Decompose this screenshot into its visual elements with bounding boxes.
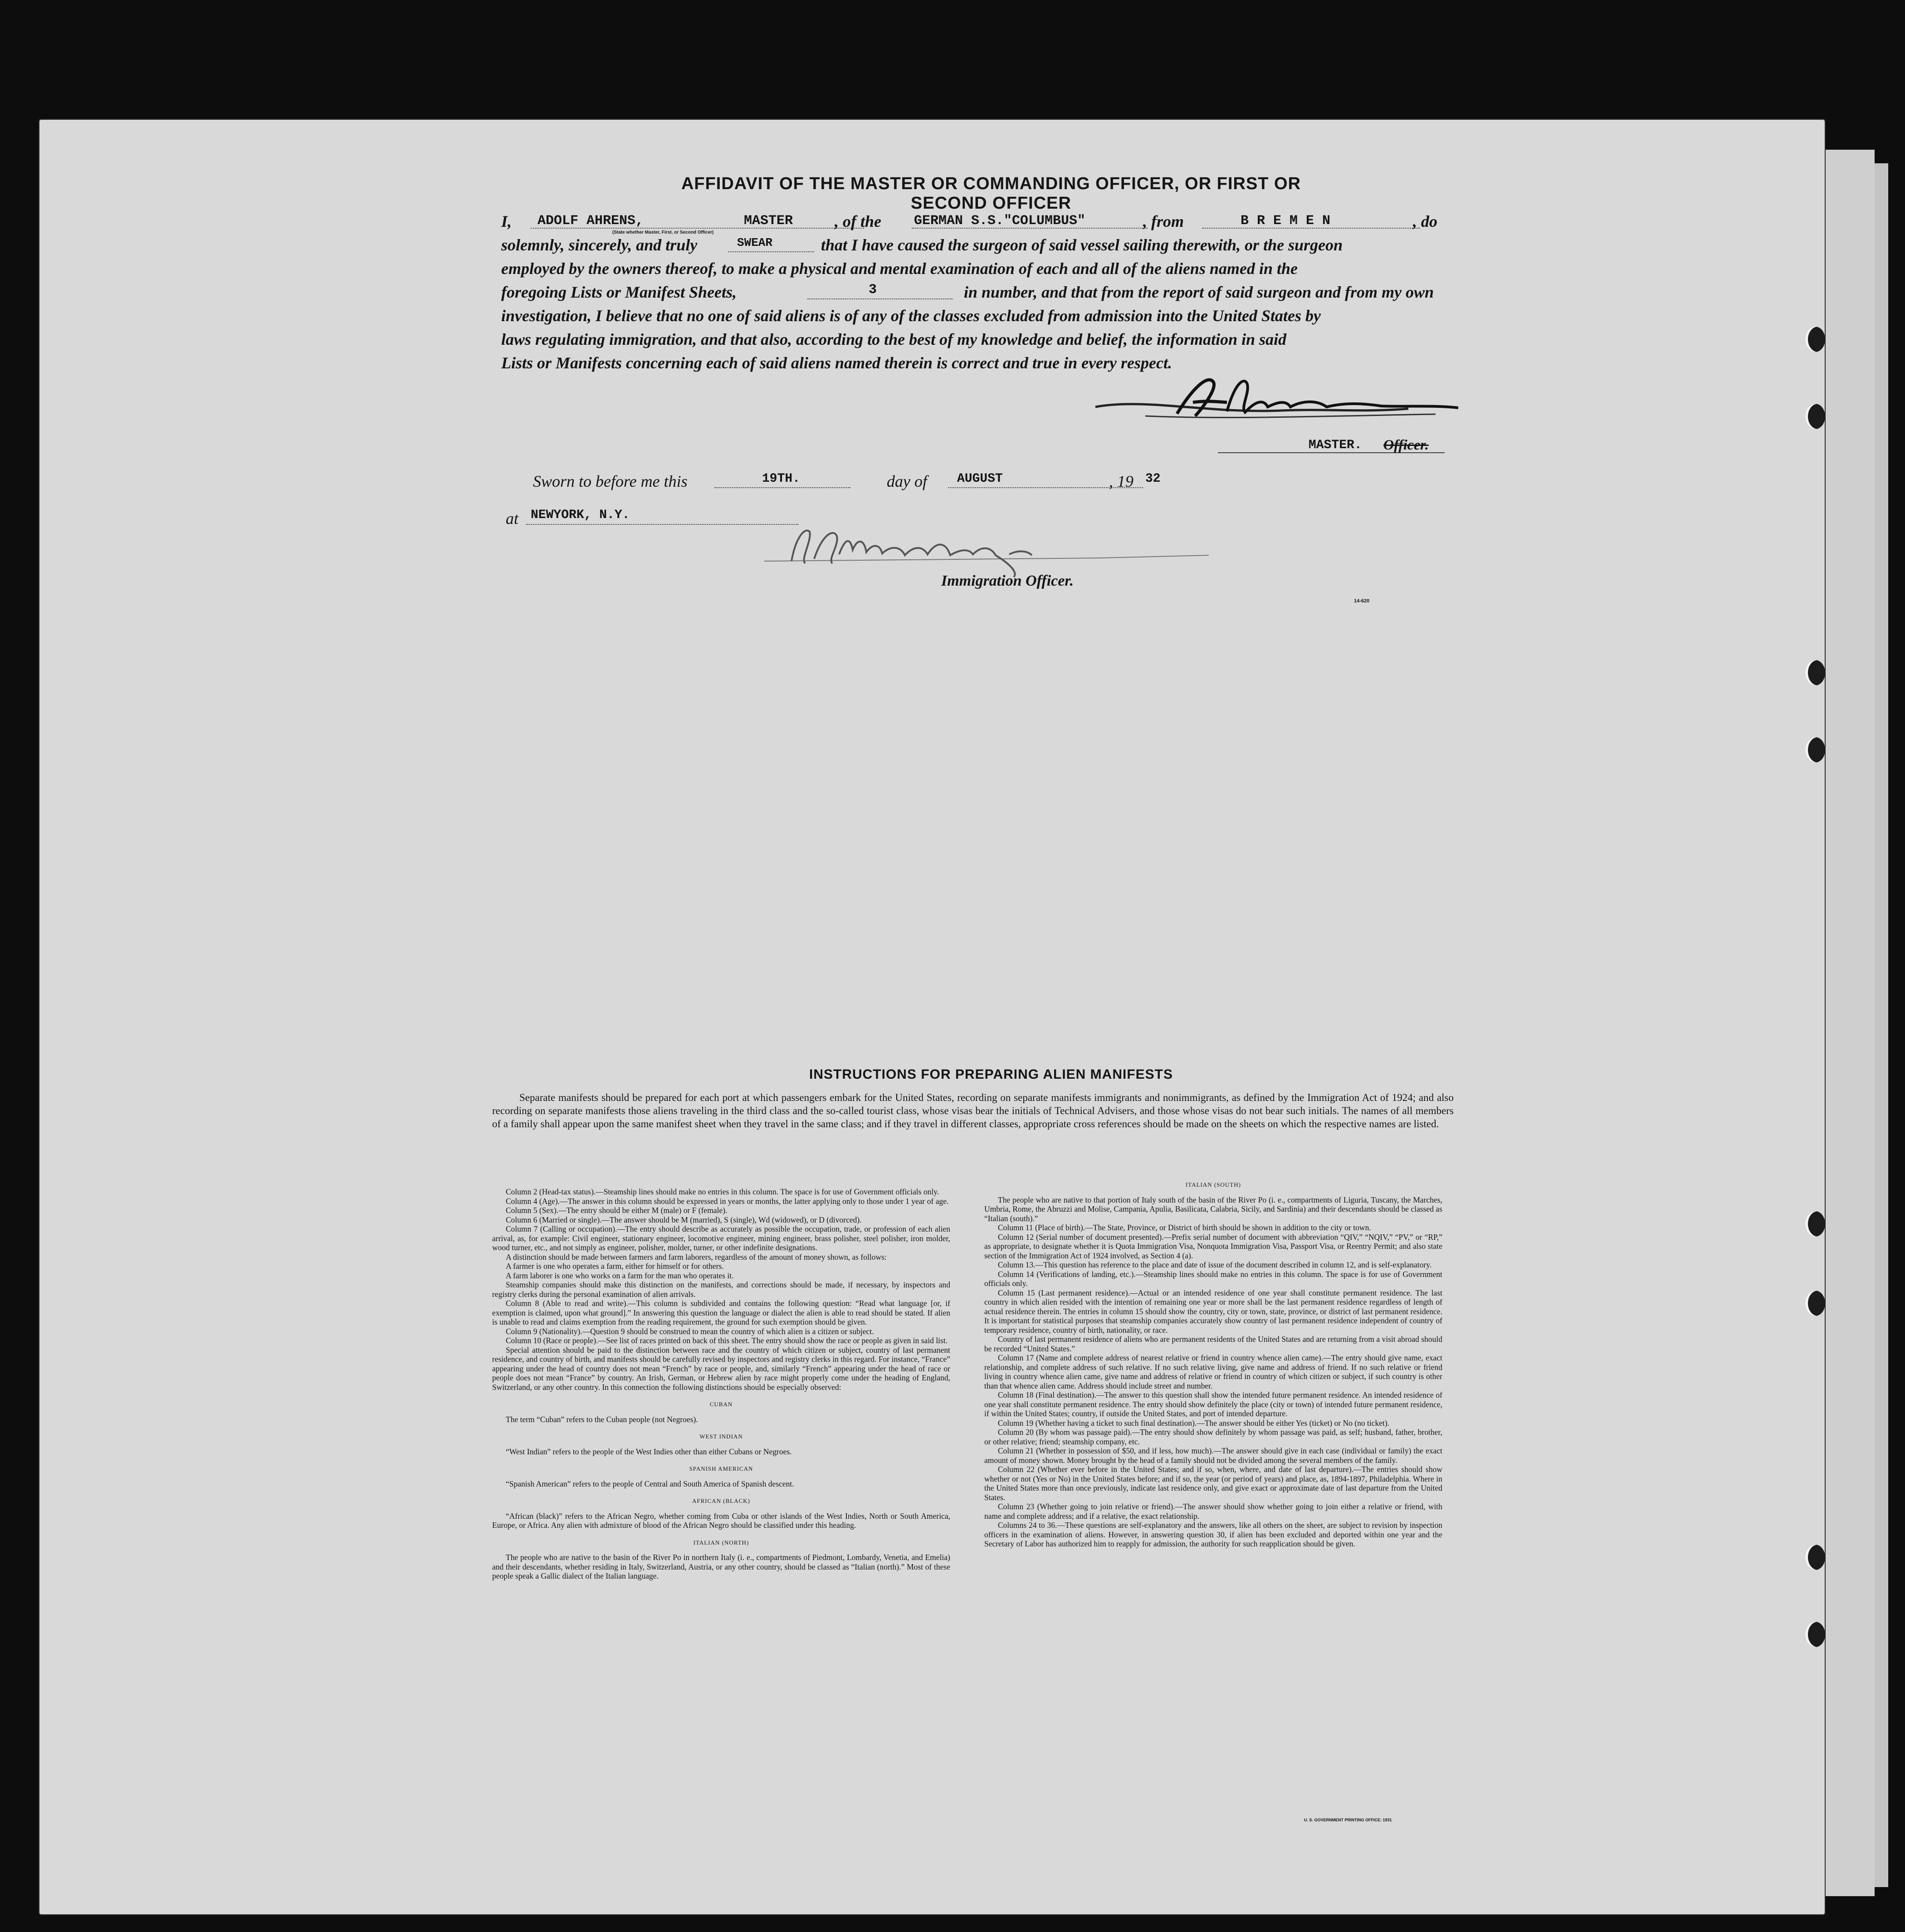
instruction-paragraph: Country of last permanent residence of aliens who are permanent residents of the United States and are returning from a visit abroad should be recorded “United States.”: [984, 1335, 1442, 1353]
sworn-month: AUGUST: [957, 472, 1003, 486]
instruction-paragraph: Column 7 (Calling or occupation).—The entry should describe as accurately as possible the occupation, trade, or profession of each alien arrival, as, for example: Civil engineer, stationary engineer, locomotive engineer, mining engineer, brass polisher, steel polisher, iron molder, wood turner, etc., and not simply as engineer, polisher, molder, turner, or other indefinite designations.: [492, 1224, 950, 1252]
instruction-paragraph: A farm laborer is one who works on a farm for the man who operates it.: [506, 1271, 734, 1280]
affidavit-line-2-post: that I have caused the surgeon of said vessel sailing therewith, or the surgeon: [821, 236, 1343, 254]
manifest-page: [39, 119, 1826, 1915]
binder-hole-icon: [1805, 737, 1825, 763]
sheet-count: 3: [869, 282, 877, 298]
year-prefix: , 19: [1109, 472, 1133, 490]
binder-hole-icon: [1805, 1211, 1825, 1237]
instruction-paragraph: Column 9 (Nationality).—Question 9 should be construed to mean the country of which alien is a citizen or subject.: [506, 1326, 874, 1336]
binder-hole-icon: [1805, 1545, 1825, 1570]
signature-title-struck: Officer.: [1383, 436, 1429, 453]
instruction-paragraph: “West Indian” refers to the people of the West Indies other than either Cubans or Negroes.: [506, 1447, 792, 1456]
affidavit-line-7: Lists or Manifests concerning each of said aliens named therein is correct and true in every respect.: [501, 354, 1172, 372]
section-heading-italian-north: ITALIAN (NORTH): [693, 1539, 749, 1546]
instruction-paragraph: Column 18 (Final destination).—The answer to this question shall show the intended future permanent residence. An intended residence of one year shall constitute permanent residence. The entry should show definitely the place (city or town) of intended future permanent residence, if within the United States; country, if outside the United States, and port of intended departure.: [984, 1390, 1442, 1418]
embark-port: B R E M E N: [1241, 213, 1331, 229]
of-the-label: , of the: [835, 212, 881, 230]
binder-hole-icon: [1805, 660, 1825, 685]
instructions-left-column: [492, 1187, 950, 1581]
instruction-paragraph: Column 22 (Whether ever before in the United States; and if so, when, where, and date of last departure).—The entries should show whether or not (Yes or No) in the United States before; and if so, the year (or period of years) and place, as, 1894-1897, Philadelphia. Where in the United States more than once previously, indicate last residence only, and give exact or approximate date of last departure from the United States.: [984, 1465, 1442, 1502]
affidavit-line-6: laws regulating immigration, and that also, according to the best of my knowledge and belief, the information in said: [501, 330, 1287, 348]
master-name: ADOLF AHRENS,: [537, 213, 644, 229]
sworn-year: 32: [1145, 472, 1161, 486]
affidavit-line-2-pre: solemnly, sincerely, and truly: [501, 236, 698, 254]
printer-imprint: U. S. GOVERNMENT PRINTING OFFICE: 1931: [1304, 1818, 1392, 1822]
rank-note: (State whether Master, First, or Second Officer): [612, 230, 714, 235]
instruction-paragraph: The people who are native to the basin of the River Po in northern Italy (i. e., compartments of Piedmont, Lombardy, Venetia, and Emelia) and their descendants, whether residing in Italy, Switzerland, Austria, or any other country, should be classed as “Italian (north).” Most of these people speak a Gallic dialect of the Italian language.: [492, 1553, 950, 1580]
binder-hole-icon: [1805, 327, 1825, 352]
affidavit-title: AFFIDAVIT OF THE MASTER OR COMMANDING OFFICER, OR FIRST OR SECOND OFFICER: [681, 174, 1301, 213]
instruction-paragraph: Column 11 (Place of birth).—The State, Province, or District of birth should be shown in addition to the city or town.: [998, 1223, 1371, 1232]
affidavit-line-3: employed by the owners thereof, to make a physical and mental examination of each and all of the aliens named in the: [501, 259, 1298, 278]
instruction-paragraph: Column 5 (Sex).—The entry should be either M (male) or F (female).: [506, 1206, 728, 1215]
instruction-paragraph: Column 23 (Whether going to join relative or friend).—The answer should show whether going to join either a relative or friend, with name and complete address; and if a relative, the exact relationship.: [984, 1502, 1442, 1521]
immigration-officer-signature: [755, 518, 1254, 582]
instruction-paragraph: Columns 24 to 36.—These questions are self-explanatory and the answers, like all others on the sheet, are subject to revision by inspection officers in the examination of aliens. However, in answering question 30, if alien has been excluded and deported within one year and the Secretary of Labor has authorized him to reapply for admission, the authority for such reapplication should be given.: [984, 1521, 1442, 1548]
affidavit-i: I,: [501, 212, 512, 230]
instruction-paragraph: Column 8 (Able to read and write).—This column is subdivided and contains the following question: “Read what language [or, if exemption is claimed, upon what ground].” In answering this question the language or dialect the alien is able to read should be stated. If alien is unable to read and claims exemption from the reading requirement, the ground for such exemption should be given.: [492, 1299, 950, 1326]
officer-rank: MASTER: [744, 213, 793, 229]
instructions-right-column: [984, 1180, 1442, 1549]
instruction-paragraph: A farmer is one who operates a farm, either for himself or for others.: [506, 1262, 724, 1271]
vessel-name: GERMAN S.S."COLUMBUS": [914, 213, 1086, 229]
do-label: , do: [1413, 212, 1437, 230]
instruction-paragraph: Column 17 (Name and complete address of nearest relative or friend in country whence alien came).—The entry should give name, exact relationship, and complete address of such relative. If no such relative living, give name and address of friend. If no such relative or friend living in country whence alien came, give name and address of relative or friend in country of which citizen or subject, if such country is other than that whence alien came. Address should include street and number.: [984, 1353, 1442, 1390]
instruction-paragraph: Steamship companies should make this distinction on the manifests, and corrections should be made, if necessary, by inspectors and registry clerks during the personal examination of alien arrivals.: [492, 1280, 950, 1299]
section-heading-italian-south: ITALIAN (SOUTH): [1186, 1181, 1241, 1188]
day-of-label: day of: [887, 472, 927, 490]
binder-hole-icon: [1805, 404, 1825, 429]
master-signature: [1091, 371, 1467, 425]
instruction-paragraph: Column 14 (Verifications of landing, etc.).—Steamship lines should make no entries in this column. The space is for use of Government officials only.: [984, 1269, 1442, 1288]
sworn-place: NEWYORK, N.Y.: [531, 508, 630, 522]
instruction-paragraph: Column 12 (Serial number of document presented).—Prefix serial number of document with abbreviation “QIV,” “NQIV,” “PV,” or “RP,” as appropriate, to designate whether it is Quota Immigration Visa, Nonquota Immigration Visa, Passport Visa, or Reentry Permit; and also state section of the Immigration Act of 1924 involved, as Section 4 (a).: [984, 1232, 1442, 1260]
sworn-label: Sworn to before me this: [533, 472, 688, 490]
day-underline: [714, 487, 850, 488]
instruction-paragraph: Column 15 (Last permanent residence).—Actual or an intended residence of one year shall constitute permanent residence. The last country in which alien resided with the intention of remaining one year or more shall be the last permanent residence regardless of length of actual residence therein. The entries in column 15 should show the country, city or town, state, province, or district of last permanent residence. It is important for statistical purposes that steamship companies accurately show country of last permanent residence independent of country of temporary residence, country of birth, nationality, or race.: [984, 1288, 1442, 1335]
immigration-officer-label: Immigration Officer.: [941, 572, 1074, 589]
oath-word: SWEAR: [737, 236, 773, 249]
binder-hole-icon: [1805, 1291, 1825, 1316]
instruction-paragraph: “African (black)” refers to the African Negro, whether coming from Cuba or other islands of the West Indies, North or South America, Europe, or Africa. Any alien with admixture of blood of the African Negro should be classified under this heading.: [492, 1511, 950, 1530]
from-label: , from: [1143, 212, 1184, 230]
affidavit-line-4-pre: foregoing Lists or Manifest Sheets,: [501, 283, 737, 301]
instruction-paragraph: Special attention should be paid to the distinction between race and the country of which citizen or subject, country of last permanent residence, and country of birth, and manifests should be carefully revised by inspectors and registry clerks in this regard. For instance, “France” appearing under the head of country does not mean “French” by race or people, and, similarly “French” appearing under the head of race or people does not mean “France” by country. An Irish, German, or Hebrew alien by race might properly come under the heading of England, Switzerland, or any other country. In this connection the following distinctions should be especially observed:: [492, 1345, 950, 1392]
instruction-paragraph: Column 19 (Whether having a ticket to such final destination).—The answer should be either Yes (ticket) or No (no ticket).: [998, 1418, 1390, 1428]
sworn-day: 19TH.: [762, 472, 801, 486]
instruction-paragraph: Column 21 (Whether in possession of $50, and if less, how much).—The answer should give in each case (individual or family) the exact amount of money shown. Money brought by the head of a family should not be divided among the several members of the family.: [984, 1446, 1442, 1465]
form-number: 14-620: [1354, 598, 1370, 604]
section-heading-spanish-american: SPANISH AMERICAN: [689, 1465, 753, 1472]
section-heading-west-indian: WEST INDIAN: [699, 1433, 743, 1440]
instruction-paragraph: Column 10 (Race or people).—See list of races printed on back of this sheet. The entry should show the race or people as given in said list.: [506, 1336, 948, 1345]
instruction-paragraph: The people who are native to that portion of Italy south of the basin of the River Po (i. e., compartments of Liguria, Tuscany, the Marches, Umbria, Rome, the Abruzzi and Molise, Campania, Apulia, Basilicata, Calabria, Sicily, and Sardinia) and their descendants should be classed as “Italian (south).”: [984, 1195, 1442, 1223]
instruction-paragraph: Column 4 (Age).—The answer in this column should be expressed in years or months, the latter applying only to those under 1 year of age.: [506, 1196, 949, 1206]
instructions-intro: Separate manifests should be prepared for each port at which passengers embark for the United States, recording on separate manifests immigrants and nonimmigrants, as defined by the Immigration Act of 1924; and also recording on separate manifests those aliens traveling in the third class and the so-called tourist class, whose visas bear the initials of Technical Advisers, and those whose visas do not bear such initials. The names of all members of a family shall appear upon the same manifest sheet when they travel in the same class; and if they travel in different classes, appropriate cross references should be made on the sheets on which the respective names are listed.: [492, 1092, 1454, 1130]
signature-title: MASTER.: [1309, 438, 1362, 452]
instruction-paragraph: Column 6 (Married or single).—The answer should be M (married), S (single), Wd (widowed), or D (divorced).: [506, 1215, 862, 1224]
instruction-paragraph: A distinction should be made between farmers and farm laborers, regardless of the amount of money shown, as follows:: [506, 1252, 887, 1262]
instruction-paragraph: Column 20 (By whom was passage paid).—The entry should show definitely by whom passage was paid, as self; husband, father, brother, or other relative; friend; steamship company, etc.: [984, 1428, 1442, 1446]
sheets-underline: [807, 298, 952, 299]
instructions-title: INSTRUCTIONS FOR PREPARING ALIEN MANIFESTS: [809, 1067, 1173, 1082]
section-heading-african: AFRICAN (BLACK): [692, 1497, 751, 1504]
oath-underline: [728, 251, 814, 252]
affidavit-line-4-post: in number, and that from the report of said surgeon and from my own: [964, 283, 1434, 301]
instruction-paragraph: Column 2 (Head-tax status).—Steamship lines should make no entries in this column. The space is for use of Government officials only.: [506, 1187, 939, 1196]
at-label: at: [506, 509, 519, 528]
instruction-paragraph: The term “Cuban” refers to the Cuban people (not Negroes).: [506, 1414, 698, 1424]
affidavit-line-5: investigation, I believe that no one of said aliens is of any of the classes excluded from admission into the United States by: [501, 307, 1321, 325]
binder-hole-icon: [1805, 1622, 1825, 1647]
instruction-paragraph: Column 13.—This question has reference to the place and date of issue of the document described in column 12, and is self-explanatory.: [998, 1260, 1432, 1269]
section-heading-cuban: CUBAN: [709, 1401, 733, 1408]
instruction-paragraph: “Spanish American” refers to the people of Central and South America of Spanish descent.: [506, 1479, 794, 1488]
